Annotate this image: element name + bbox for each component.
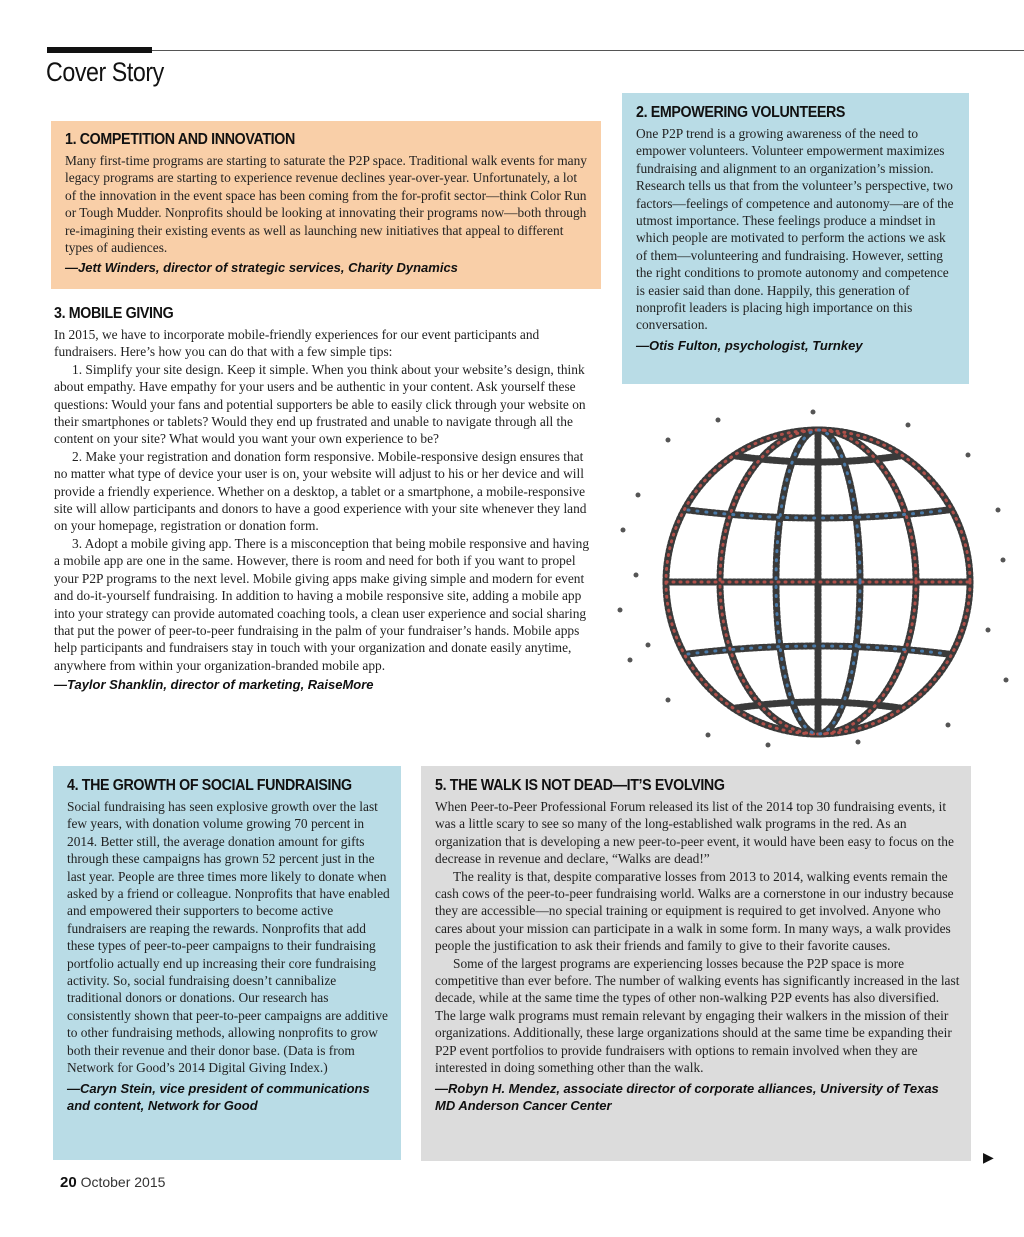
section-title: 5. THE WALK IS NOT DEAD—IT’S EVOLVING [435,777,725,794]
paragraph: When Peer-to-Peer Professional Forum released its list of the 2014 top 30 fundraising events, it was a little scary to see so many of the long-established walk programs in the red. As an organization that is developing a new peer-to-peer event, it would have been easy to focus on the decrease in revenue and declare, “Walks are dead!” [435,799,954,867]
section-title: 2. EMPOWERING VOLUNTEERS [636,104,846,121]
paragraph: 1. Simplify your site design. Keep it simple. When you think about your website’s design, think about empathy. Have empathy for your users and be authentic in your content. Ask yourself these questions: Would your fans and potential supporters be able to easily click through your website on their smartphones or tablets? Would they end up frustrated and unable to navigate through all the content on your site? What would you want your own experience to be? [54,361,586,447]
right-triangle-icon: ▶ [983,1150,994,1166]
attribution: —Caryn Stein, vice president of communications and content, Network for Good [67,1080,370,1113]
attribution: —Otis Fulton, psychologist, Turnkey [636,337,863,353]
paragraph: Some of the largest programs are experiencing losses because the P2P space is more competitive than ever before. The number of walking events has significantly increased in the last decade, while at the same time the types of other non-walking P2P events has also diversified. The large walk programs must remain relevant by engaging their walkers in the mission of their organizations. Additionally, these large organizations should at the same time be expanding their P2P event portfolios to provide fundraisers with options to remain involved when they are interested in doing something other than the walk. [435,955,960,1076]
sidebar-walk-not-dead [421,766,971,1161]
attribution: —Robyn H. Mendez, associate director of corporate alliances, University of Texas MD Anderson Cancer Center [435,1080,939,1113]
sidebar-competition-innovation [51,121,601,289]
section-title: 1. COMPETITION AND INNOVATION [65,131,295,148]
attribution: —Taylor Shanklin, director of marketing, RaiseMore [54,677,374,693]
attribution: —Jett Winders, director of strategic services, Charity Dynamics [65,260,458,276]
paragraph: In 2015, we have to incorporate mobile-friendly experiences for our event participants and fundraisers. Here’s how you can do that with a few simple tips: [54,327,540,360]
section-title: 4. THE GROWTH OF SOCIAL FUNDRAISING [67,777,352,794]
section-label: Cover Story [46,57,164,87]
section-title: 3. MOBILE GIVING [54,305,174,322]
sidebar-empowering-volunteers [622,93,969,384]
sidebar-social-fundraising [53,766,401,1160]
section-body: One P2P trend is a growing awareness of the need to empower volunteers. Volunteer empowerment maximizes fundraising and alignment to an organization’s mission. Research tells us that from the volunteer’s perspective, two factors—feelings of competence and autonomy—are of the utmost importance. These feelings produce a mindset in which people are motivated to perform the actions we ask of them—volunteering and fundraising. However, setting the right conditions to promote autonomy and competence is easier said than done. Happily, this generation of nonprofit leaders is placing high importance on this conversation. [636,126,954,333]
people-globe-illustration [608,400,1018,750]
header-rule-thick [47,47,152,53]
paragraph: 3. Adopt a mobile giving app. There is a misconception that being mobile responsive and having a mobile app are one in the same. However, there is room and need for both if you want to propel your P2P programs to the next level. Mobile giving apps make giving simple and modern for event and do-it-yourself fundraising. In addition to having a mobile responsive site, adding a mobile app into your strategy can provide automated coaching tools, a clean user experience and social sharing that put the power of peer-to-peer fundraising in the palm of your fundraiser’s hands. Mobile apps help participants and fundraisers stay in touch with your organization and donate easily anytime, anywhere from within your organization-branded mobile app. [54,535,590,673]
paragraph: 2. Make your registration and donation form responsive. Mobile-responsive design ensures that no matter what type of device your user is on, your website will adjust to his or her device and will provide a friendly experience. Whether on a desktop, a tablet or a smartphone, a mobile-responsive site will allow participants and donors to have a good experience with your site whenever they land on your homepage, registration or donation form. [54,448,587,534]
section-body: Social fundraising has seen explosive growth over the last few years, with donation volume growing 70 percent in 2014. Better still, the average donation amount for gifts through these campaigns has grown 52 percent just in the last year. People are three times more likely to donate when asked by a friend or colleague. Nonprofits that have enabled and empowered their supporters to become active fundraisers are reaping the rewards. Nonprofits that add these types of peer-to-peer campaigns to their fundraising portfolio actually end up increasing their core fundraising activity. So, social fundraising doesn’t cannibalize traditional donors or donations. Our research has consistently shown that peer-to-peer campaigns are additive to other fundraising methods, allowing nonprofits to grow both their revenue and their donor base. (Data is from Network for Good’s 2014 Digital Giving Index.) [67,799,390,1076]
section-body: Many first-time programs are starting to saturate the P2P space. Traditional walk events for many legacy programs are starting to experience revenue declines year-over-year. Unfortunately, a lot of the innovation in the event space has been coming from the for-profit sector—think Color Run or Tough Mudder. Nonprofits should be looking at innovating their programs now—both through re-imagining their existing events as well as launching new initiatives that appeal to different types of audiences. [65,153,587,256]
article-mobile-giving [54,305,594,694]
issue-date: October 2015 [80,1174,166,1190]
page-footer [60,1174,165,1191]
paragraph: The reality is that, despite comparative losses from 2013 to 2014, walking events remain the cash cows of the peer-to-peer fundraising world. Walks are a cornerstone in our industry because they are accessible—no special training or equipment is required to get involved. Anyone who cares about your mission can participate in a walk in some form. In many ways, a walk provides people the justification to ask their friends and family to give to their favorite causes. [435,868,954,954]
page-number: 20 [60,1174,77,1191]
header-rule-thin [152,50,1024,51]
